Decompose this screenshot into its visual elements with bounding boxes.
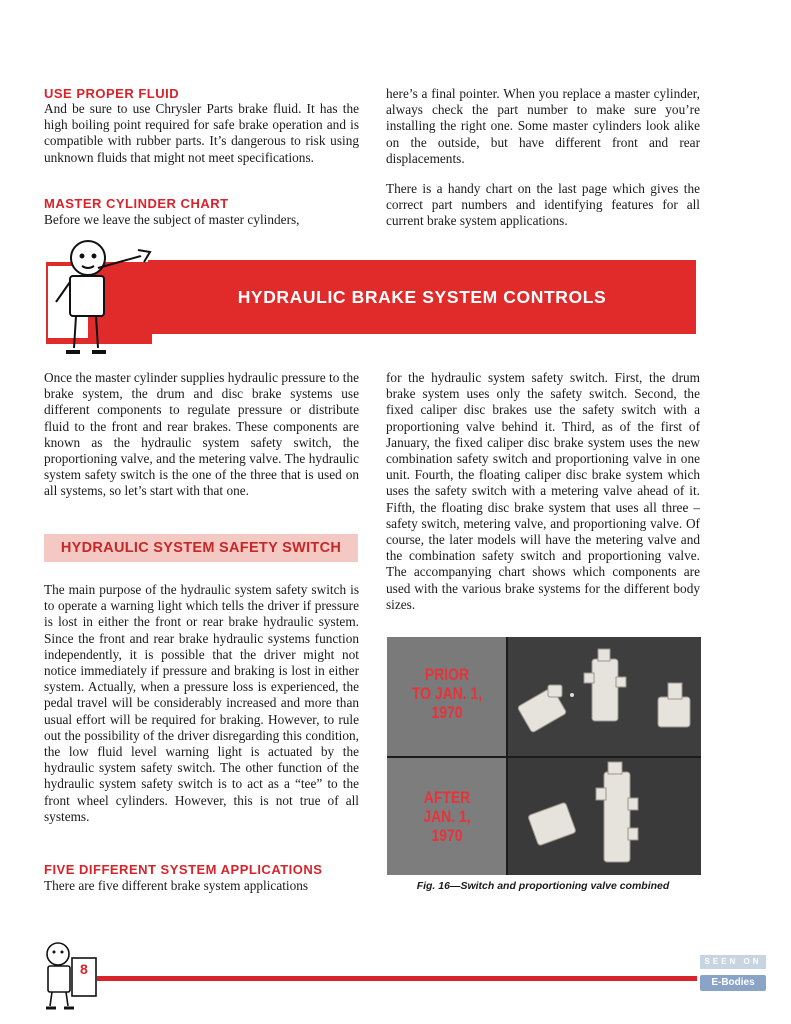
safety-switch-heading: HYDRAULIC SYSTEM SAFETY SWITCH [44,534,358,562]
figure-caption: Fig. 16—Switch and proportioning valve combined [416,880,670,892]
label-after-line-2: JAN. 1, [423,807,471,826]
five-applications-heading: FIVE DIFFERENT SYSTEM APPLICATIONS [44,862,323,877]
controls-intro: Once the master cylinder supplies hydraulic pressure to the brake system, the drum and disc brake systems use different components to regulate pressure or distribute fluid to the front and rear brakes. These components are known as the hydraulic system safety switch, the proportioning valve, and the metering valve. The hydraulic system safety switch is the one of the three that is used on all systems, so let’s start with that one. [44,370,359,499]
master-cylinder-chart-body: Before we leave the subject of master cylinders, [44,212,300,227]
use-proper-fluid-body: And be sure to use Chrysler Parts brake fluid. It has the high boiling point required for safe brake operation and is compatible with rubber parts. It’s dangerous to risk using unknown fluids that might not meet specifications. [44,101,359,165]
label-after [404,788,489,845]
section-banner: HYDRAULIC BRAKE SYSTEM CONTROLS [148,260,696,334]
master-cylinder-chart-heading: MASTER CYLINDER CHART [44,196,229,211]
right-top-paragraph-2: There is a handy chart on the last page which gives the correct part numbers and identifying features for all current brake system applications. [386,181,700,229]
right-top-paragraph-1: here’s a final pointer. When you replace a master cylinder, always check the part number to make sure you’re installing the right one. Some master cylinders look alike on the outside, but have different front and rear displacements. [386,86,700,166]
page-number: 8 [80,961,88,977]
valves-after-image [508,758,701,875]
watermark-top: SEEN ON [700,955,766,969]
label-prior-line-1: PRIOR [424,665,470,684]
watermark-bottom: E-Bodies [700,975,766,991]
footer-mascot-icon [38,940,100,1010]
footer-rule [97,976,697,981]
safety-switch-body: The main purpose of the hydraulic system safety switch is to operate a warning light which tells the driver if pressure is lost in either the front or rear brake hydraulic system. Since the front and rear brake hydraulic systems function independently, it is possible that the driver might not notice immediately if pressure and braking is lost in either system. Actually, when a pressure loss is experienced, the pedal travel will be considerably increased and more than usual effort will be required for braking. However, to rule out the possibility of the driver disregarding this condition, the low fluid level warning light is actuated by the hydraulic system safety switch. The other function of the hydraulic system safety switch is to act as a “tee” to the front wheel cylinders. However, this is not true of all systems. [44,582,359,824]
label-after-line-1: AFTER [423,788,471,807]
label-after-line-3: 1970 [431,826,463,845]
label-prior-line-3: 1970 [431,703,463,722]
mascot-illustration [40,236,152,358]
five-applications-body: There are five different brake system applications [44,878,309,893]
label-prior [404,665,489,722]
watermark-badge [700,955,766,995]
label-prior-line-2: TO JAN. 1, [411,684,483,703]
use-proper-fluid-heading: USE PROPER FLUID [44,86,180,101]
figure-photo [387,637,701,875]
right-middle-paragraph: for the hydraulic system safety switch. First, the drum brake system uses only the safety switch. Second, the fixed caliper disc brakes use the safety switch with a proportioning valve behind it. Third, as of the first of January, the fixed caliper disc brake system uses the new combination safety switch and proportioning valve in one unit. Fourth, the floating caliper disc brake system which uses the safety switch with a metering valve ahead of it. Fifth, the floating disc brake system that uses all three – safety switch, metering valve, and proportioning valve. Of course, the later models will have the metering valve and the combination safety switch and proportioning valve. The accompanying chart shows which components are used with the various brake systems for the different body sizes. [386,370,700,612]
valves-prior-image [508,637,701,756]
